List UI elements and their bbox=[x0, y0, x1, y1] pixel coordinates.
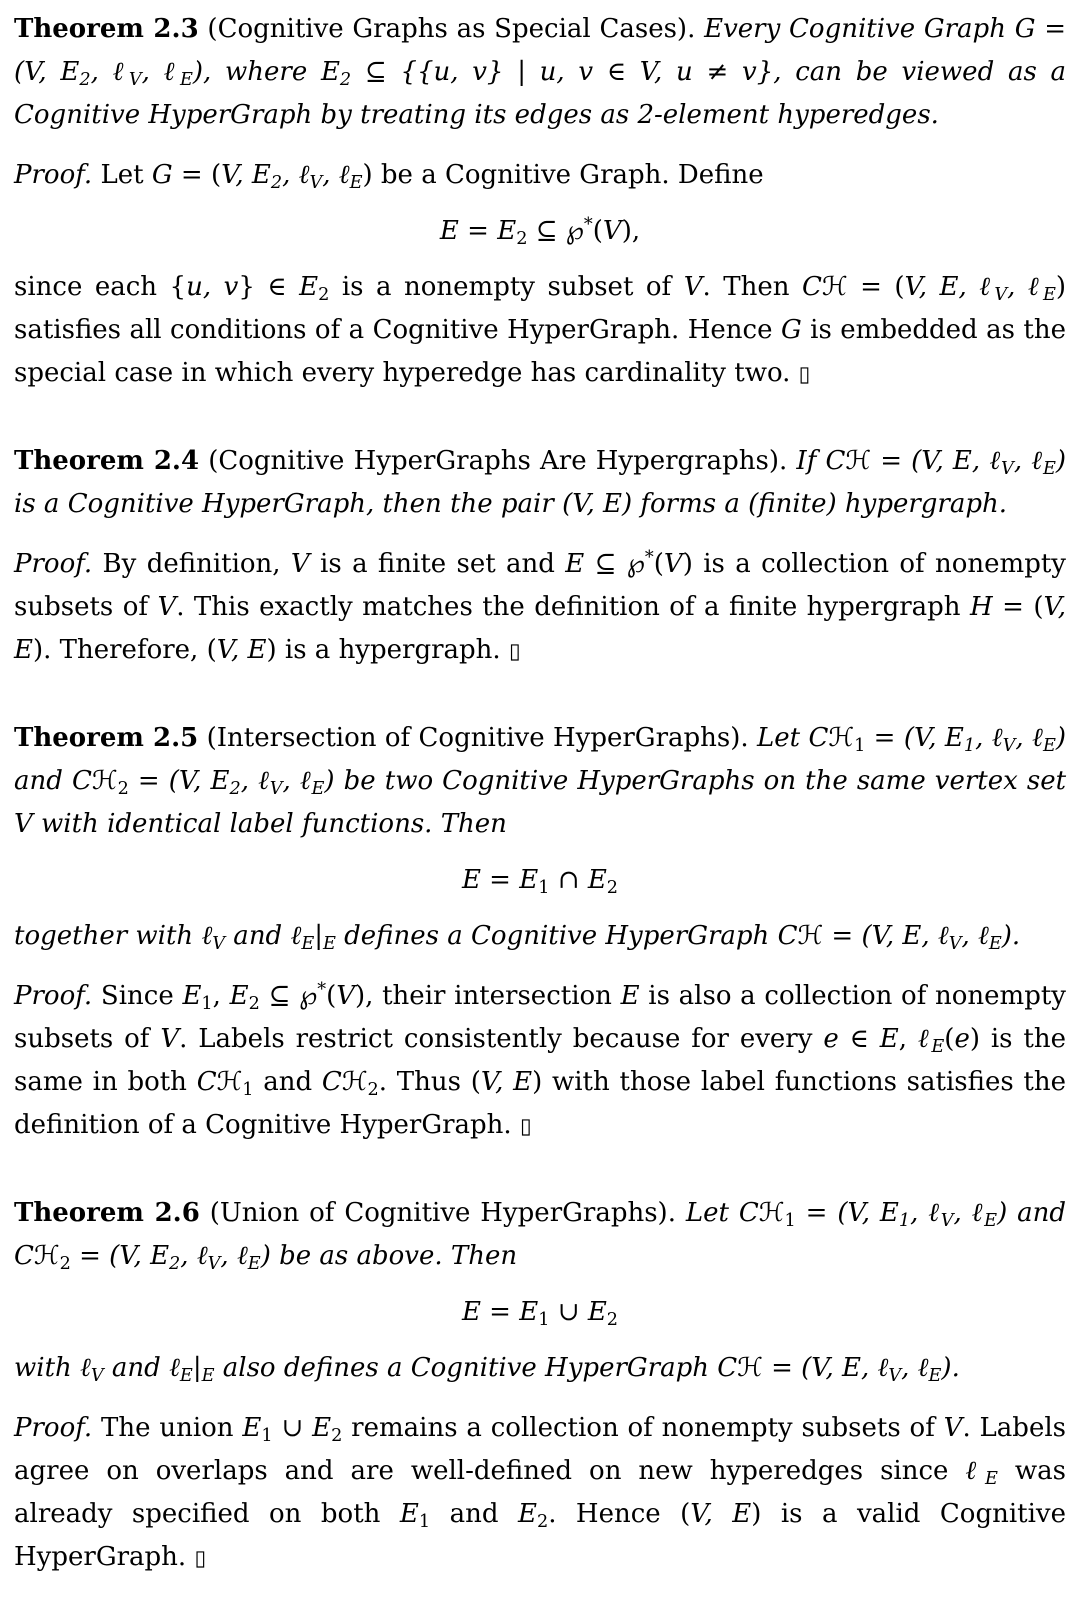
text-run: Proof. bbox=[14, 549, 93, 579]
text-run: ∪ bbox=[272, 1413, 313, 1443]
text-run: Proof. bbox=[14, 981, 93, 1011]
text-run: V bbox=[160, 1024, 180, 1054]
text-run: Cℋ bbox=[808, 723, 855, 753]
text-run: ) with those label functions satisfies the definition of a Cognitive HyperGraph. bbox=[14, 1067, 1067, 1140]
text-run: = bbox=[458, 216, 498, 246]
text-run: 1 bbox=[784, 1210, 796, 1231]
text-run: E bbox=[931, 1036, 945, 1057]
text-run: , ℓ bbox=[975, 723, 1003, 753]
text-run: V bbox=[888, 1365, 902, 1386]
text-run: ℓ bbox=[290, 921, 302, 951]
qed-box: ▯ bbox=[194, 1546, 207, 1571]
text-run: 2 bbox=[318, 284, 330, 305]
text-run: E bbox=[242, 1413, 262, 1443]
qed-box: ▯ bbox=[508, 639, 521, 664]
text-run: V bbox=[602, 216, 622, 246]
text-run: 2 bbox=[339, 69, 352, 90]
text-run: . Then bbox=[702, 272, 802, 302]
text-run: V bbox=[994, 284, 1008, 305]
text-run: V, E bbox=[690, 1499, 752, 1529]
text-run: Theorem 2.5 bbox=[14, 723, 199, 753]
text-run: By definition, bbox=[92, 549, 291, 579]
text-run: V, E bbox=[216, 635, 267, 665]
text-run: ) be two Cognitive HyperGraphs on the same vertex set V with identical label functions. Then bbox=[14, 766, 1067, 839]
text-run: E bbox=[439, 216, 459, 246]
text-run: also defines a Cognitive HyperGraph bbox=[214, 1353, 718, 1383]
text-run: V bbox=[336, 981, 355, 1011]
text-run: and bbox=[225, 921, 291, 951]
text-run: 2 bbox=[169, 1253, 181, 1274]
text-run: Let bbox=[92, 160, 152, 190]
text-run: V bbox=[128, 69, 142, 90]
text-run: , ℓ bbox=[961, 921, 989, 951]
text-run: Proof. bbox=[14, 160, 93, 190]
text-run: | bbox=[314, 921, 323, 951]
text-run: Cℋ bbox=[71, 766, 118, 796]
text-run: ), bbox=[621, 216, 641, 246]
text-run: E bbox=[519, 1297, 539, 1327]
text-run: , ℓ bbox=[240, 766, 270, 796]
text-run: Cℋ bbox=[738, 1198, 785, 1228]
text-run: is a nonempty subset of bbox=[329, 272, 684, 302]
text-run: Cℋ bbox=[777, 921, 824, 951]
text-run: = ( bbox=[172, 160, 222, 190]
text-run: is embedded as the special case in which every hyperedge has cardinality two. bbox=[14, 315, 1066, 388]
text-run: ) is a collection of nonempty subsets of bbox=[14, 549, 1066, 622]
text-run: E bbox=[201, 1365, 215, 1386]
text-run: (Cognitive Graphs as Special Cases). bbox=[198, 14, 705, 44]
text-run: E bbox=[182, 981, 202, 1011]
text-run: ℓ bbox=[965, 1456, 985, 1486]
text-run: Let bbox=[685, 1198, 739, 1228]
text-run: E bbox=[565, 549, 585, 579]
text-run: ( bbox=[944, 1024, 955, 1054]
text-run: E bbox=[984, 1210, 998, 1231]
text-run: and bbox=[253, 1067, 322, 1097]
text-run: ℓ bbox=[201, 921, 213, 951]
text-run: ℓ bbox=[169, 1353, 180, 1383]
text-run: E bbox=[301, 933, 315, 954]
text-run: , ℓ bbox=[141, 57, 180, 87]
text-run: ). bbox=[1001, 921, 1021, 951]
text-run: (Union of Cognitive HyperGraphs). bbox=[199, 1198, 686, 1228]
text-run: , ℓ bbox=[282, 160, 310, 190]
text-run: V bbox=[309, 172, 323, 193]
text-run: E bbox=[229, 981, 249, 1011]
text-run: E bbox=[179, 69, 193, 90]
text-run: = (V, E bbox=[70, 1241, 170, 1271]
text-run: ⊆ bbox=[259, 981, 300, 1011]
text-run: , bbox=[898, 1024, 918, 1054]
text-run: G bbox=[780, 315, 802, 345]
text-run: ⊆ {{u, v} | u, v ∈ V, u ≠ v}, can be viewed as a Cognitive HyperGraph by treating its edges as 2-element hyperedges. bbox=[14, 57, 1067, 130]
text-run: is a finite set and bbox=[309, 549, 566, 579]
text-run: ∈ bbox=[838, 1024, 880, 1054]
text-run: V bbox=[1002, 735, 1016, 756]
text-run: = (V, E, ℓ bbox=[762, 1353, 889, 1383]
text-run: ) and bbox=[997, 1198, 1066, 1228]
text-run: } ∈ bbox=[238, 272, 300, 302]
text-run: ). bbox=[941, 1353, 960, 1383]
text-run: ) be as above. Then bbox=[260, 1241, 518, 1271]
text-run: E bbox=[879, 1024, 899, 1054]
text-run: ℘ bbox=[626, 549, 645, 579]
proof-2-3-intro bbox=[14, 154, 1066, 197]
text-run: , bbox=[212, 981, 230, 1011]
text-run: u, v bbox=[186, 272, 239, 302]
text-run: Every Cognitive Graph G = (V, E bbox=[14, 14, 1066, 87]
text-run: E bbox=[1042, 458, 1056, 479]
text-run: . Labels restrict consistently because for every bbox=[179, 1024, 824, 1054]
text-run: ), their intersection bbox=[355, 981, 621, 1011]
text-run: ) and bbox=[14, 723, 1067, 796]
text-run: E bbox=[322, 933, 336, 954]
theorem-2-3 bbox=[14, 8, 1066, 137]
qed-box: ▯ bbox=[798, 362, 811, 387]
text-run: , ℓ bbox=[322, 160, 350, 190]
text-run: 1 bbox=[201, 993, 213, 1014]
text-run: * bbox=[644, 548, 654, 569]
text-run: Let bbox=[757, 723, 809, 753]
text-run: E bbox=[461, 1297, 481, 1327]
text-run: Theorem 2.4 bbox=[14, 446, 200, 476]
text-run: 2 bbox=[536, 1511, 549, 1532]
text-run: V bbox=[1001, 458, 1014, 479]
text-run: 2 bbox=[516, 228, 528, 249]
text-run: = bbox=[480, 1297, 520, 1327]
text-run: (Cognitive HyperGraphs Are Hypergraphs). bbox=[199, 446, 797, 476]
text-run: ℓ bbox=[80, 1353, 91, 1383]
text-run: remains a collection of nonempty subsets of bbox=[342, 1413, 944, 1443]
text-run: E bbox=[984, 1468, 998, 1489]
theorem-2-6 bbox=[14, 1192, 1066, 1278]
text-run: 1 bbox=[963, 735, 976, 756]
text-run: Cℋ bbox=[196, 1067, 243, 1097]
text-run: E bbox=[179, 1365, 193, 1386]
text-run: Cℋ bbox=[321, 1067, 368, 1097]
theorem-2-5 bbox=[14, 717, 1066, 846]
text-run: ). Therefore, ( bbox=[32, 635, 217, 665]
text-run: = (V, E bbox=[795, 1198, 899, 1228]
text-run: E bbox=[928, 1365, 942, 1386]
text-run: Proof. bbox=[14, 1413, 93, 1443]
text-run: , ℓ bbox=[910, 1198, 941, 1228]
text-run: 2 bbox=[59, 1253, 71, 1274]
text-run: E bbox=[312, 1413, 332, 1443]
text-run: 2 bbox=[248, 993, 260, 1014]
text-run: (Intersection of Cognitive HyperGraphs). bbox=[198, 723, 757, 753]
theorem-2-4 bbox=[14, 440, 1066, 526]
text-run: 2 bbox=[606, 877, 619, 898]
text-run: V, E bbox=[14, 592, 1067, 665]
text-run: ( bbox=[326, 981, 337, 1011]
text-run: ) is a hypergraph. bbox=[266, 635, 509, 665]
text-run: . Thus ( bbox=[378, 1067, 481, 1097]
text-run: ∪ bbox=[549, 1297, 588, 1327]
text-run: together with bbox=[14, 921, 202, 951]
text-run: = (V, E bbox=[865, 723, 964, 753]
theorem-2-5-continuation bbox=[14, 915, 1066, 958]
text-run: defines a Cognitive HyperGraph bbox=[335, 921, 778, 951]
text-run: V bbox=[943, 1413, 963, 1443]
text-run: 2 bbox=[229, 778, 241, 799]
text-run: E bbox=[247, 1253, 261, 1274]
text-run: is also a collection of nonempty subsets of bbox=[14, 981, 1066, 1054]
text-run: 2 bbox=[79, 69, 91, 90]
equation-intersection bbox=[14, 859, 1066, 902]
text-run: G bbox=[151, 160, 173, 190]
text-run: , ℓ bbox=[180, 1241, 208, 1271]
text-run: E bbox=[299, 272, 319, 302]
text-run: and bbox=[430, 1499, 518, 1529]
text-run: V bbox=[948, 933, 962, 954]
text-run: 2 bbox=[331, 1425, 343, 1446]
text-run: ), where E bbox=[192, 57, 340, 87]
text-run: , ℓ bbox=[901, 1353, 929, 1383]
text-run: V bbox=[683, 272, 703, 302]
text-run: , ℓ bbox=[1007, 272, 1043, 302]
text-run: ) satisfies all conditions of a Cognitive HyperGraph. Hence bbox=[14, 272, 1066, 345]
proof-2-3-body bbox=[14, 266, 1066, 396]
text-run: = ( bbox=[847, 272, 905, 302]
text-run: 1 bbox=[538, 1309, 550, 1330]
text-run: 2 bbox=[117, 778, 129, 799]
text-run: since each { bbox=[14, 272, 187, 302]
text-run: 2 bbox=[270, 172, 283, 193]
text-run: , ℓ bbox=[90, 57, 129, 87]
text-run: E bbox=[620, 981, 640, 1011]
text-run: V, E bbox=[221, 160, 271, 190]
text-run: E bbox=[399, 1499, 419, 1529]
text-run: E bbox=[517, 1499, 537, 1529]
text-run: ( bbox=[592, 216, 603, 246]
text-run: E bbox=[497, 216, 517, 246]
text-run: If bbox=[796, 446, 826, 476]
text-run: ∩ bbox=[549, 865, 588, 895]
text-run: , ℓ bbox=[1015, 723, 1043, 753]
text-run: V bbox=[212, 933, 226, 954]
text-run: e bbox=[954, 1024, 970, 1054]
proof-2-4 bbox=[14, 543, 1066, 673]
text-run: , ℓ bbox=[282, 766, 312, 796]
text-run: V bbox=[940, 1210, 954, 1231]
text-run: V bbox=[269, 778, 283, 799]
text-run: E bbox=[461, 865, 481, 895]
qed-box: ▯ bbox=[519, 1114, 532, 1139]
text-run: * bbox=[583, 215, 593, 236]
text-run: 1 bbox=[418, 1511, 431, 1532]
text-run: with bbox=[14, 1353, 81, 1383]
text-run: , ℓ bbox=[220, 1241, 248, 1271]
text-run: V bbox=[157, 592, 177, 622]
text-run: Theorem 2.3 bbox=[14, 14, 199, 44]
text-run: 1 bbox=[538, 877, 550, 898]
text-run: Since bbox=[92, 981, 183, 1011]
text-run: 1 bbox=[898, 1210, 911, 1231]
text-run: Cℋ bbox=[825, 446, 872, 476]
text-run: , ℓ bbox=[953, 1198, 985, 1228]
text-run: = ( bbox=[992, 592, 1044, 622]
text-run: and bbox=[103, 1353, 170, 1383]
text-run: ) is a Cognitive HyperGraph, then the pair (V, E) forms a (finite) hypergraph. bbox=[14, 446, 1067, 519]
text-run: H bbox=[969, 592, 993, 622]
text-run: ℘ bbox=[299, 981, 318, 1011]
text-run: ℓ bbox=[917, 1024, 932, 1054]
text-run: * bbox=[317, 980, 327, 1001]
text-run: . Labels agree on overlaps and are well-defined on new hyperedges since bbox=[14, 1413, 1066, 1486]
text-run: Cℋ bbox=[717, 1353, 763, 1383]
text-run: E bbox=[1042, 735, 1056, 756]
text-run: V bbox=[663, 549, 683, 579]
text-run: 2 bbox=[367, 1079, 379, 1100]
text-run: E bbox=[1042, 284, 1056, 305]
text-run: E bbox=[587, 1297, 607, 1327]
text-run: ) is a valid Cognitive HyperGraph. bbox=[14, 1499, 1066, 1572]
equation-power-set bbox=[14, 210, 1066, 253]
proof-2-5 bbox=[14, 975, 1066, 1148]
text-run: 1 bbox=[242, 1079, 254, 1100]
text-run: E bbox=[311, 778, 325, 799]
text-run: ⊆ bbox=[527, 216, 566, 246]
text-run: The union bbox=[92, 1413, 243, 1443]
text-run: V, E, ℓ bbox=[904, 272, 995, 302]
text-run: | bbox=[192, 1353, 202, 1383]
text-run: ⊆ bbox=[584, 549, 627, 579]
text-run: , ℓ bbox=[1013, 446, 1043, 476]
text-run: 2 bbox=[606, 1309, 619, 1330]
text-run: = (V, E bbox=[128, 766, 230, 796]
text-run: 1 bbox=[854, 735, 866, 756]
text-run: E bbox=[587, 865, 607, 895]
text-run: V bbox=[207, 1253, 221, 1274]
text-run: = bbox=[480, 865, 520, 895]
text-run: E bbox=[988, 933, 1002, 954]
text-run: E bbox=[349, 172, 363, 193]
text-run: e bbox=[823, 1024, 839, 1054]
text-run: . Hence ( bbox=[548, 1499, 691, 1529]
proof-2-6 bbox=[14, 1407, 1066, 1580]
text-run: V, E bbox=[480, 1067, 533, 1097]
text-run: . This exactly matches the definition of a finite hypergraph bbox=[176, 592, 970, 622]
text-run: ( bbox=[653, 549, 664, 579]
text-run: V bbox=[290, 549, 310, 579]
text-run: = (V, E, ℓ bbox=[823, 921, 949, 951]
text-run: 1 bbox=[261, 1425, 273, 1446]
text-run: Cℋ bbox=[801, 272, 848, 302]
text-run: ℘ bbox=[565, 216, 584, 246]
text-run: was already specified on both bbox=[14, 1456, 1066, 1529]
text-run: = (V, E, ℓ bbox=[871, 446, 1002, 476]
equation-union bbox=[14, 1291, 1066, 1334]
text-run: Cℋ bbox=[14, 1241, 60, 1271]
text-run: ) be a Cognitive Graph. Define bbox=[362, 160, 764, 190]
text-run: ) is the same in both bbox=[14, 1024, 1067, 1097]
text-run: E bbox=[519, 865, 539, 895]
text-run: V bbox=[90, 1365, 104, 1386]
theorem-2-6-continuation bbox=[14, 1347, 1066, 1390]
text-run: Theorem 2.6 bbox=[14, 1198, 200, 1228]
